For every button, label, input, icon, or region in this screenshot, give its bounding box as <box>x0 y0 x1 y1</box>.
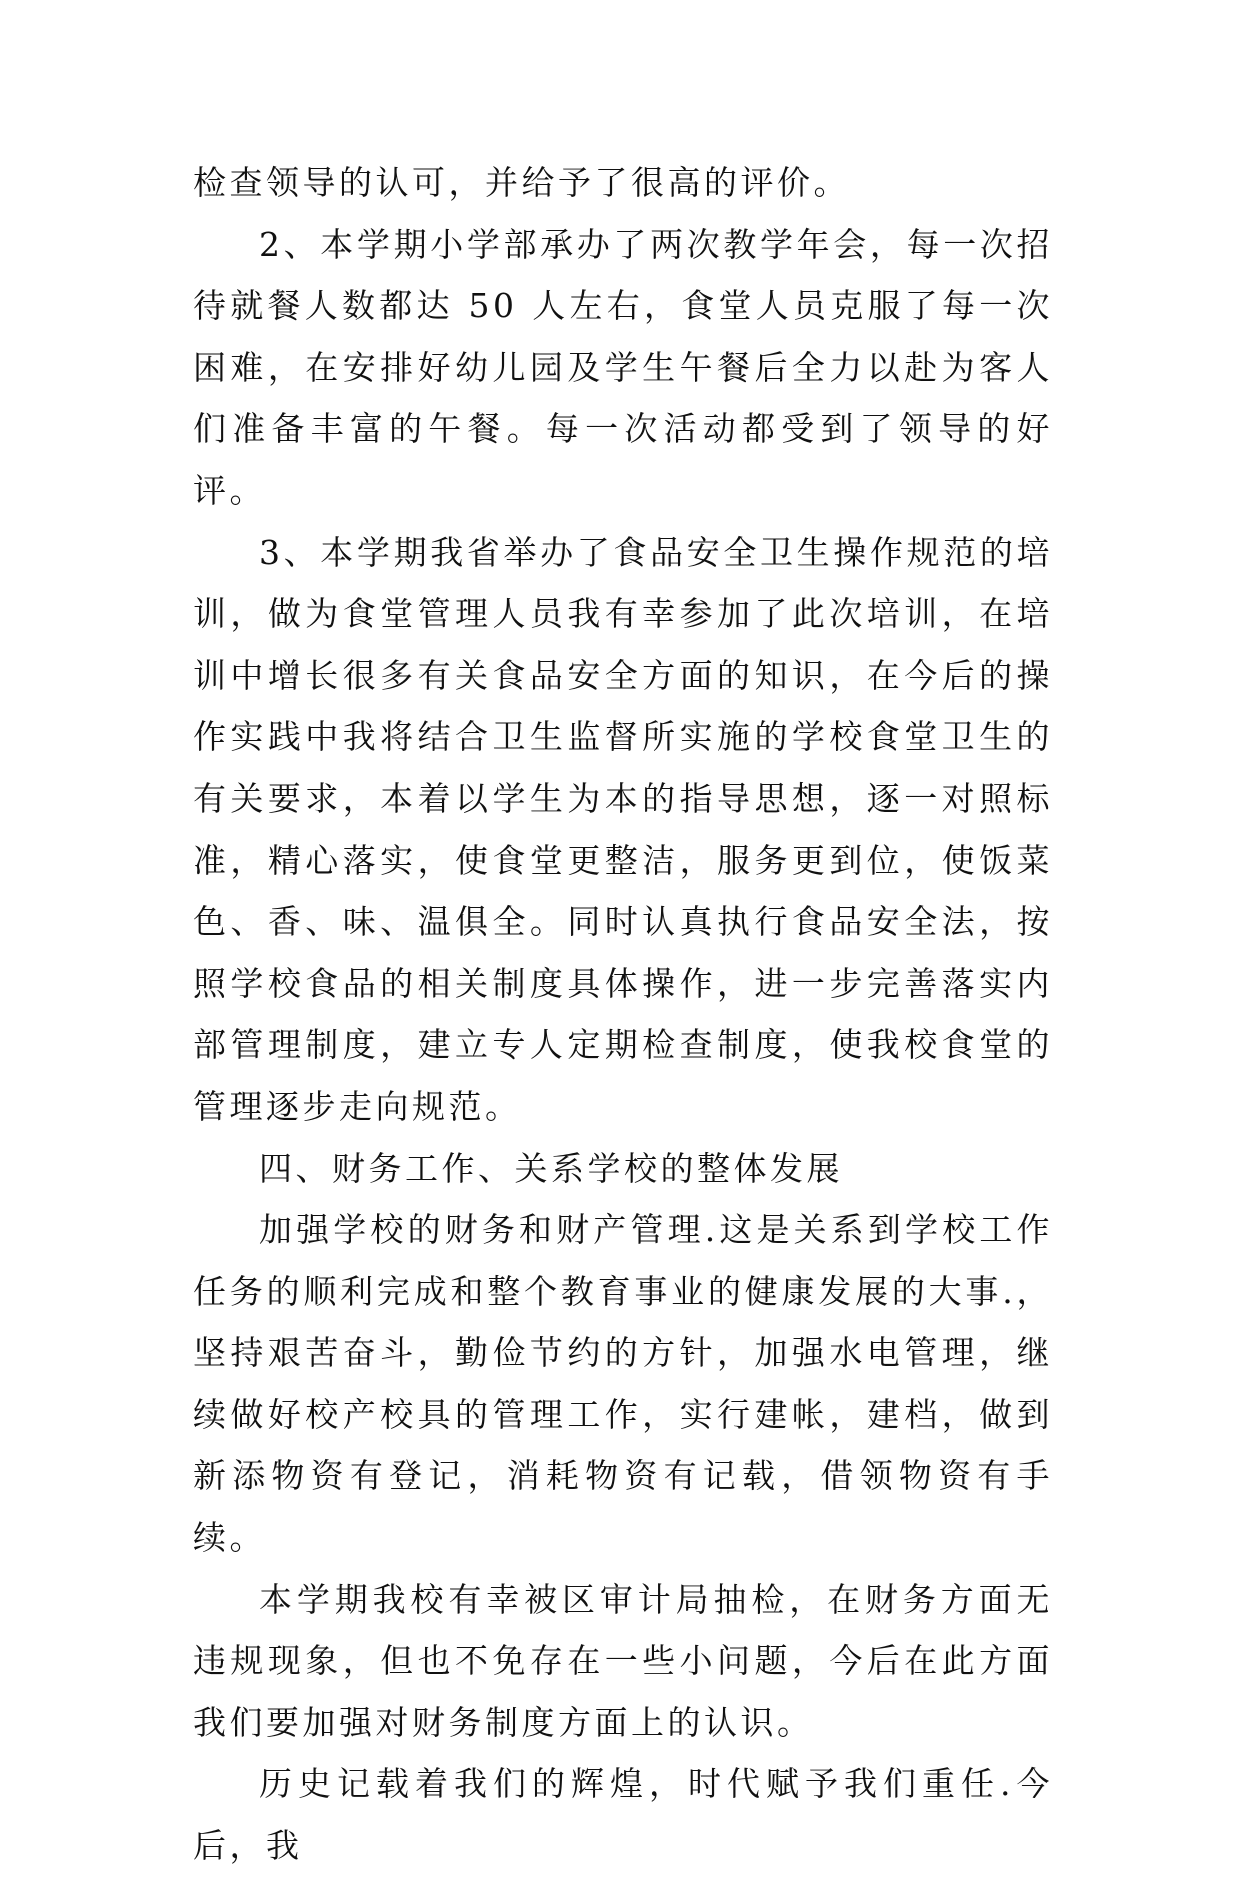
section-heading-finance: 四、财务工作、关系学校的整体发展 <box>259 1148 843 1188</box>
paragraph-finance-management: 加强学校的财务和财产管理.这是关系到学校工作任务的顺利完成和整个教育事业的健康发展的大事.，坚持艰苦奋斗，勤俭节约的方针，加强水电管理，继续做好校产校具的管理工作，实行建帐，建档，做到新添物资有登记，消耗物资有记载，借领物资有手续。 <box>193 1210 1053 1558</box>
paragraph-closing: 历史记载着我们的辉煌，时代赋予我们重任.今后，我 <box>193 1764 1053 1866</box>
paragraph-audit: 本学期我校有幸被区审计局抽检，在财务方面无违规现象，但也不免存在一些小问题，今后在此方面我们要加强对财务制度方面上的认识。 <box>193 1579 1053 1742</box>
paragraph-item-2: 2、本学期小学部承办了两次教学年会，每一次招待就餐人数都达 50 人左右，食堂人员克服了每一次困难，在安排好幼儿园及学生午餐后全力以赴为客人们准备丰富的午餐。每一次活动都受到了领导的好评。 <box>193 224 1053 510</box>
paragraph-continuation: 检查领导的认可，并给予了很高的评价。 <box>193 163 850 202</box>
paragraph-item-3: 3、本学期我省举办了食品安全卫生操作规范的培训，做为食堂管理人员我有幸参加了此次培训，在培训中增长很多有关食品安全方面的知识，在今后的操作实践中我将结合卫生监督所实施的学校食堂卫生的有关要求，本着以学生为本的指导思想，逐一对照标准，精心落实，使食堂更整洁，服务更到位，使饭菜色、香、味、温俱全。同时认真执行食品安全法，按照学校食品的相关制度具体操作，进一步完善落实内部管理制度，建立专人定期检查制度，使我校食堂的管理逐步走向规范。 <box>193 532 1053 1126</box>
document-body <box>193 152 1053 1877</box>
